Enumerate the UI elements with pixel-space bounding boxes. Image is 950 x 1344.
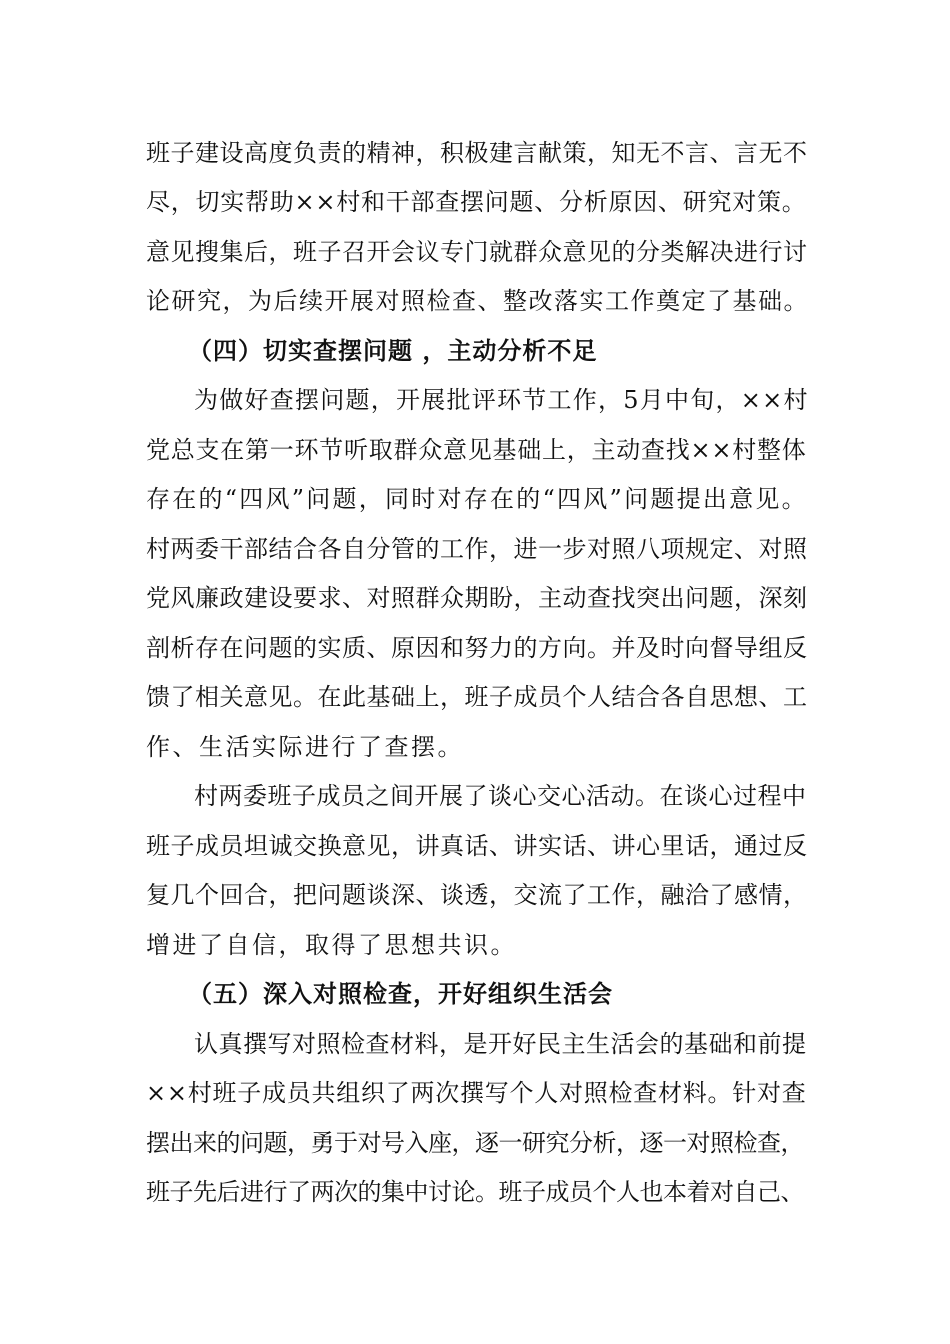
paragraph-line: 论研究，为后续开展对照检查、整改落实工作奠定了基础。 xyxy=(146,287,809,315)
paragraph-line: 存在的“四风”问题，同时对存在的“四风”问题提出意见。 xyxy=(146,485,808,513)
paragraph-line: 村两委班子成员之间开展了谈心交心活动。在谈心过程中 xyxy=(194,782,807,810)
paragraph-line: 尽，切实帮助××村和干部查摆问题、分析原因、研究对策。 xyxy=(146,188,807,216)
paragraph-line: 认真撰写对照检查材料，是开好民主生活会的基础和前提 xyxy=(194,1030,807,1058)
paragraph-line: 班子先后进行了两次的集中讨论。班子成员个人也本着对自己、 xyxy=(146,1178,804,1206)
paragraph-line: 为做好查摆问题，开展批评环节工作，5月中旬，××村 xyxy=(194,386,809,414)
paragraph-line: 班子成员坦诚交换意见，讲真话、讲实话、讲心里话，通过反 xyxy=(146,832,808,860)
paragraph-line: 复几个回合，把问题谈深、谈透，交流了工作，融洽了感情， xyxy=(146,881,808,909)
paragraph-line: 党风廉政建设要求、对照群众期盼，主动查找突出问题，深刻 xyxy=(146,584,808,612)
paragraph-line: 馈了相关意见。在此基础上，班子成员个人结合各自思想、工 xyxy=(146,683,808,711)
paragraph-line: 摆出来的问题，勇于对号入座，逐一研究分析，逐一对照检查， xyxy=(146,1129,804,1157)
paragraph-line: 班子建设高度负责的精神，积极建言献策，知无不言、言无不 xyxy=(146,139,808,167)
paragraph-line: 作、生活实际进行了查摆。 xyxy=(146,733,464,761)
paragraph-line: 党总支在第一环节听取群众意见基础上，主动查找××村整体 xyxy=(146,436,807,464)
section-heading: （五）深入对照检查，开好组织生活会 xyxy=(188,980,613,1008)
paragraph-line: 增进了自信，取得了思想共识。 xyxy=(146,931,517,959)
section-heading: （四）切实查摆问题 ，主动分析不足 xyxy=(188,337,598,365)
paragraph-line: 意见搜集后，班子召开会议专门就群众意见的分类解决进行讨 xyxy=(146,238,808,266)
paragraph-line: 村两委干部结合各自分管的工作，进一步对照八项规定、对照 xyxy=(146,535,808,563)
paragraph-line: 剖析存在问题的实质、原因和努力的方向。并及时向督导组反 xyxy=(146,634,808,662)
paragraph-line: ××村班子成员共组织了两次撰写个人对照检查材料。针对查 xyxy=(146,1079,807,1107)
